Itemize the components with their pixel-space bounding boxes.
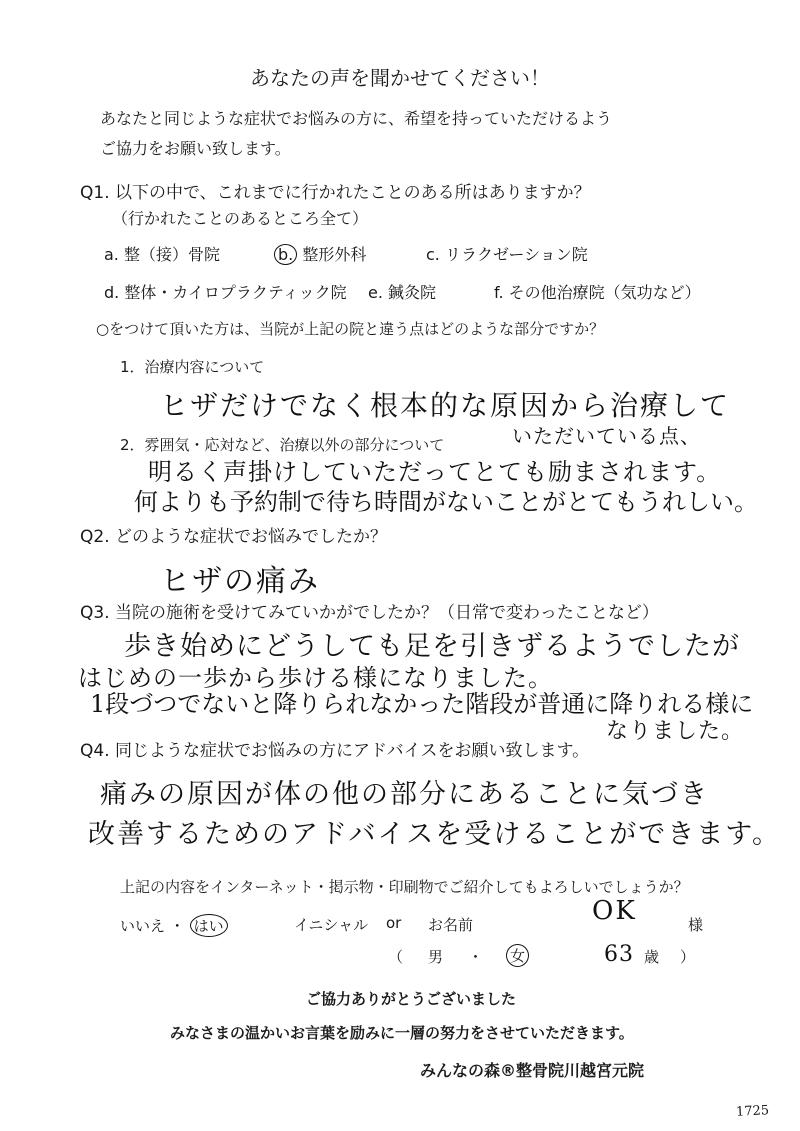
q1-option-c xyxy=(426,242,588,265)
option-label: その他治療院（気功など） xyxy=(508,283,701,302)
q1-sub1-answer-1: ヒザだけでなく根本的な原因から治療して xyxy=(160,389,731,422)
q1-followup: ○をつけて頂いた方は、当院が上記の院と違う点はどのような部分ですか？ xyxy=(96,320,605,338)
q3-answer-1: 歩き始めにどうしても足を引きずるようでしたが xyxy=(124,631,740,662)
q1-sub2-answer-2: 何よりも予約制で待ち時間がないことがとてもうれしい。 xyxy=(134,488,758,516)
consent-name-value: OK xyxy=(592,896,637,926)
q1-sub2-label: 2．雰囲気・応対など、治療以外の部分について xyxy=(120,436,445,454)
q4-question: Q4. 同じような症状でお悩みの方にアドバイスをお願い致します。 xyxy=(80,741,590,761)
q1-sub1-answer-2: いただいている点、 xyxy=(512,424,701,448)
consent-or: or xyxy=(386,914,402,932)
q1-note: （行かれたことのあるところ全て） xyxy=(112,209,369,228)
q1-option-a xyxy=(104,242,220,265)
consent-sep: ・ xyxy=(169,917,185,935)
q1-option-d xyxy=(104,280,347,303)
q2-question: Q2. どのような症状でお悩みでしたか？ xyxy=(80,527,388,547)
consent-female: 女 xyxy=(506,944,529,967)
q3-answer-3: 1段づつでないと降りられなかった階段が普通に降りれる様に xyxy=(90,690,754,718)
q1-sub1-label: 1．治療内容について xyxy=(120,358,265,376)
closing-thanks: ご協力ありがとうございました xyxy=(306,990,517,1008)
option-letter: f. xyxy=(494,283,504,302)
consent-sama: 様 xyxy=(688,916,704,934)
page-title: あなたの声を聞かせてください！ xyxy=(250,66,550,90)
option-letter: c. xyxy=(426,245,440,264)
consent-dot: ・ xyxy=(468,948,484,966)
intro-line-2: ご協力をお願い致します。 xyxy=(100,139,291,158)
clinic-name: みんなの森®整骨院川越宮元院 xyxy=(420,1061,645,1080)
consent-question: 上記の内容をインターネット・掲示物・印刷物でご紹介してもよろしいでしょうか？ xyxy=(120,878,689,896)
q1-option-b xyxy=(274,242,366,265)
consent-initial: イニシャル xyxy=(294,916,369,934)
consent-yes-circled: はい xyxy=(190,914,228,937)
option-letter: e. xyxy=(368,283,383,302)
option-label: 整体・カイロプラクティック院 xyxy=(124,283,347,302)
q1-option-e xyxy=(368,280,436,303)
consent-paren-open: （ xyxy=(388,948,404,966)
intro-line-1: あなたと同じような症状でお悩みの方に、希望を持っていただけるよう xyxy=(100,109,613,128)
q3-question: Q3. 当院の施術を受けてみていかがでしたか？（日常で変わったことなど） xyxy=(80,603,659,623)
consent-age-unit: 歳 xyxy=(644,948,660,966)
q3-answer-4: なりました。 xyxy=(606,719,745,744)
consent-age-value: 63 xyxy=(604,942,634,967)
option-letter-circled: b. xyxy=(274,244,297,265)
q4-answer-1: 痛みの原因が体の他の部分にあることに気づき xyxy=(100,779,709,810)
option-label: 鍼灸院 xyxy=(388,283,437,302)
consent-answer-row xyxy=(120,914,228,937)
q1-option-f xyxy=(494,280,701,303)
q3-answer-2: はじめの一歩から歩ける様になりました。 xyxy=(78,664,553,692)
option-letter: d. xyxy=(104,283,120,302)
q2-answer: ヒザの痛み xyxy=(160,564,320,599)
option-letter: a. xyxy=(104,245,119,264)
consent-no: いいえ xyxy=(120,917,166,935)
closing-message: みなさまの温かいお言葉を励みに一層の努力をさせていただきます。 xyxy=(170,1024,634,1042)
q4-answer-2: 改善するためのアドバイスを受けることができます。 xyxy=(88,819,782,850)
option-label: リラクゼーション院 xyxy=(444,245,588,264)
consent-female-circled xyxy=(506,944,529,967)
page-number: 1725 xyxy=(735,1103,770,1120)
option-label: 整形外科 xyxy=(302,245,367,264)
q1-question: Q1. 以下の中で、これまでに行かれたことのある所はありますか？ xyxy=(80,183,591,203)
consent-name-label: お名前 xyxy=(428,916,474,934)
option-label: 整（接）骨院 xyxy=(123,245,220,264)
consent-male: 男 xyxy=(428,948,444,966)
consent-paren-close: ） xyxy=(680,948,696,966)
q1-sub2-answer-1: 明るく声掛けしていただってとても励まされます。 xyxy=(148,458,722,486)
